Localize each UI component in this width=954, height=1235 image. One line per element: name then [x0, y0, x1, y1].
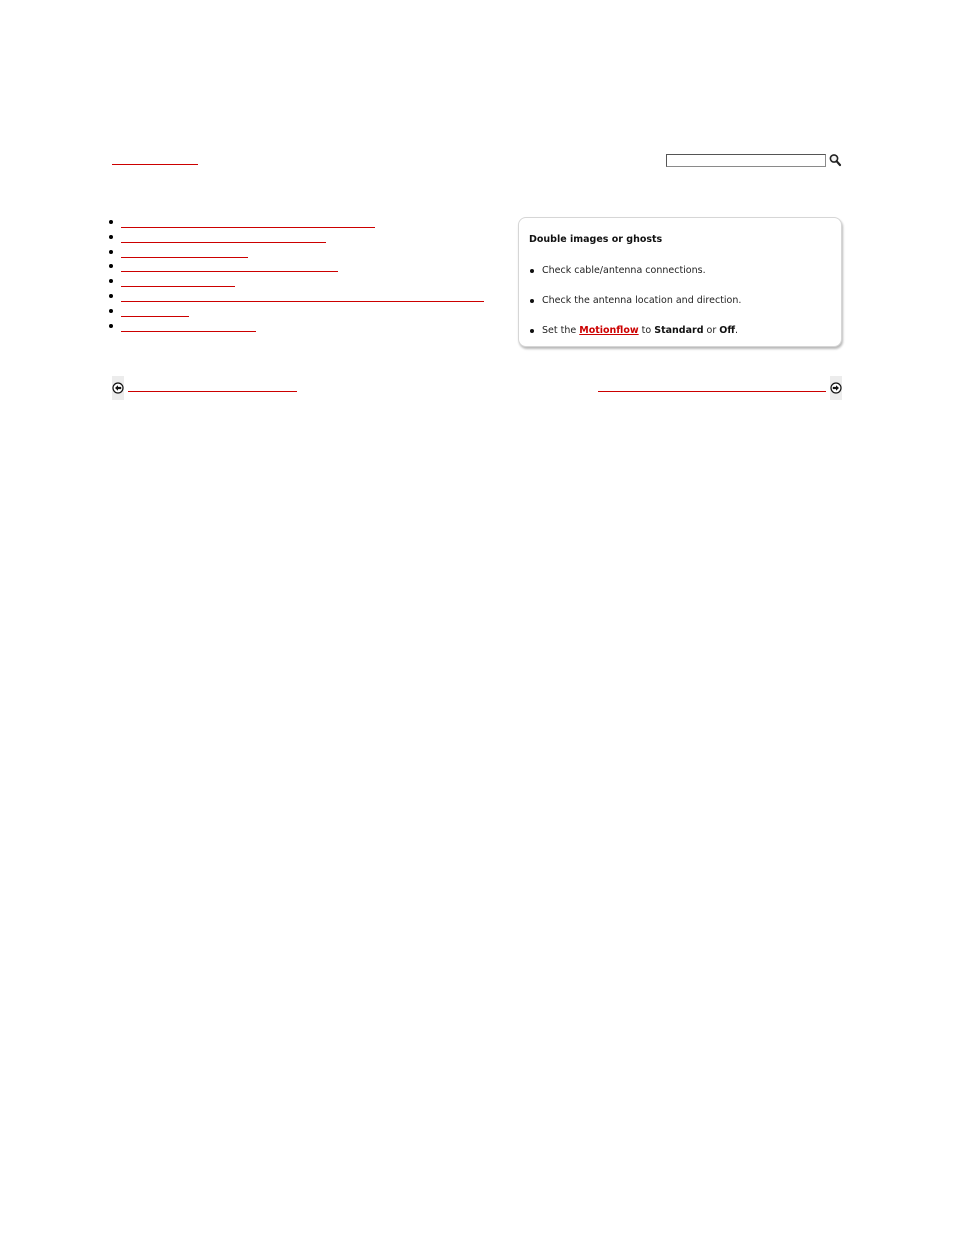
magnifier-icon: [829, 153, 842, 167]
standard-setting: Standard: [654, 325, 704, 336]
search-input[interactable]: [666, 154, 826, 167]
list-item: [529, 265, 741, 295]
bullet: [109, 235, 113, 239]
solution-list: [529, 265, 741, 355]
related-topics-list: [106, 216, 484, 334]
previous-page-link[interactable]: [128, 378, 297, 392]
solution-text-pre: Set the: [542, 325, 580, 336]
list-item: [529, 325, 741, 355]
bullet: [109, 250, 113, 254]
topic-link-2[interactable]: [121, 231, 326, 243]
list-item: [106, 246, 484, 261]
bullet: [530, 329, 534, 333]
bullet: [109, 220, 113, 224]
solution-text: Check the antenna location and direction.: [542, 295, 742, 306]
list-item: [529, 295, 741, 325]
symptom-panel: [518, 217, 842, 347]
bullet: [109, 294, 113, 298]
next-page-link[interactable]: [598, 378, 826, 392]
solution-text: Check cable/antenna connections.: [542, 265, 706, 276]
search-button[interactable]: [829, 153, 842, 167]
next-page-button[interactable]: [830, 376, 842, 400]
topic-link-8[interactable]: [121, 320, 256, 332]
home-link[interactable]: [112, 150, 198, 165]
bullet: [530, 269, 534, 273]
bullet: [109, 309, 113, 313]
off-setting: Off: [719, 325, 736, 336]
motionflow-link[interactable]: Motionflow: [579, 325, 639, 336]
list-item: [106, 216, 484, 231]
topic-link-1[interactable]: [121, 216, 375, 228]
solution-text-mid: to: [638, 325, 655, 336]
bullet: [109, 324, 113, 328]
solution-text-mid2: or: [703, 325, 720, 336]
bullet: [109, 279, 113, 283]
topic-link-3[interactable]: [121, 246, 248, 258]
list-item: [106, 290, 484, 305]
bullet: [109, 264, 113, 268]
topic-link-6[interactable]: [121, 290, 484, 302]
list-item: [106, 260, 484, 275]
list-item: [106, 320, 484, 335]
previous-page-button[interactable]: [112, 376, 124, 400]
list-item: [106, 275, 484, 290]
topic-link-5[interactable]: [121, 275, 235, 287]
topic-link-7[interactable]: [121, 305, 189, 317]
topic-link-4[interactable]: [121, 260, 338, 272]
list-item: [106, 231, 484, 246]
arrow-left-circle-icon: [112, 382, 124, 394]
panel-title: Double images or ghosts: [529, 234, 663, 245]
arrow-right-circle-icon: [830, 382, 842, 394]
list-item: [106, 305, 484, 320]
bullet: [530, 299, 534, 303]
solution-text-post: .: [735, 325, 739, 336]
